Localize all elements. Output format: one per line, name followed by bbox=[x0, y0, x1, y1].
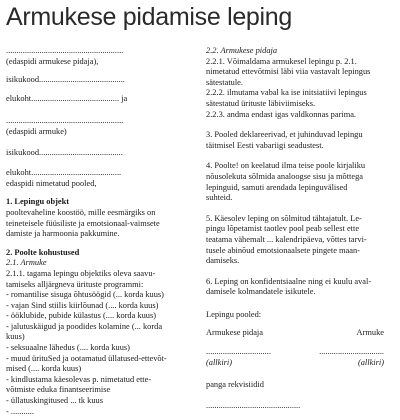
signature-captions bbox=[206, 358, 394, 369]
signer-left-label: Armukese pidaja bbox=[206, 328, 263, 338]
text-line: nõusolekuta sõlmida analoogse sisu ja mõttega bbox=[206, 171, 364, 181]
left-column bbox=[6, 46, 196, 417]
text-line: pingu lõpetamist taotlev pool peab sellest ette bbox=[206, 224, 360, 234]
name-field-2: ........................................................ bbox=[6, 116, 124, 126]
list-item: - muud ürituSed ja ootamatud üllatused-ettevõt- bbox=[6, 353, 167, 363]
list-item: - kindlustama käesolevas p. nimetatud ette- bbox=[6, 374, 152, 384]
section-6 bbox=[206, 277, 394, 298]
text-line: sätestatud ürituste läbiviimiseks. bbox=[206, 98, 316, 108]
signer-right-label: Armuke bbox=[356, 328, 384, 338]
text-line: tusele abinõud emotsionaalsete pingete maan- bbox=[206, 245, 360, 255]
right-column bbox=[206, 46, 394, 411]
list-item: - vajan Sind stiilis kiirlõunad (.... korda kuus) bbox=[6, 300, 159, 310]
list-item: - seksuaalne lähedus (.... korda kuus) bbox=[6, 343, 130, 353]
elukoht-field-2: elukoht........................................... bbox=[6, 168, 122, 178]
parties-label: Lepingu pooled: bbox=[206, 309, 262, 319]
text-line: 2.2.3. andma endast igas valdkonnas parima. bbox=[206, 109, 357, 119]
text-line: 2.2.1. Võimaldama armukesel lepingu p. 2.1. bbox=[206, 56, 357, 66]
role-caption-1: (edaspidi armukese pidaja), bbox=[6, 56, 99, 66]
section-2-1-body bbox=[6, 269, 196, 417]
text-line: damisele kolmandatele isikutele. bbox=[206, 287, 316, 297]
section-2-heading: 2. Poolte kohustused bbox=[6, 247, 80, 257]
text-line: 2.2.2. ilmutama vabal ka ise initsiatiivi lepingus bbox=[206, 88, 367, 98]
signature-labels bbox=[206, 328, 394, 339]
text-line: täitmisel Eesti vabariigi seadustest. bbox=[206, 140, 324, 150]
parties-note: edaspidi nimetatud pooled, bbox=[6, 178, 97, 188]
list-item: - romantilise sisuga õhtusöögid (... korda kuus) bbox=[6, 290, 164, 300]
text-line: lepinguid, samuti arendada lepinguvälised bbox=[206, 182, 348, 192]
list-item: - üllatuskingitused ... tk kuus bbox=[6, 396, 104, 406]
section-1-body bbox=[6, 208, 196, 240]
signature-line-right: ............................... bbox=[319, 347, 384, 357]
list-item: - jalutuskäigud ja poodides kolamine (... korda bbox=[6, 321, 163, 331]
isikukood-field-2: isikukood........................................ bbox=[6, 147, 123, 157]
section-2-1-subheading: 2.1. Armuke bbox=[6, 258, 47, 268]
text-line: 6. Leping on konfidentsiaalne ning ei kuulu aval- bbox=[206, 276, 372, 286]
text-line: damiste ja harmoonia pakkumine. bbox=[6, 229, 120, 239]
signature-caption-right: (allkiri) bbox=[357, 357, 384, 367]
signature-lines bbox=[206, 347, 394, 358]
list-item: mised (.... korda kuus) bbox=[6, 364, 82, 374]
list-item: - ööklubide, pubide külastus (.... korda kuus) bbox=[6, 311, 157, 321]
elukoht-field-1: elukoht.......................................... ja bbox=[6, 93, 128, 103]
text-line: pooltevaheline koostöö, mille eesmärgiks on bbox=[6, 207, 156, 217]
signature-line-left: ............................... bbox=[206, 347, 271, 357]
text-line: damiseks. bbox=[206, 256, 240, 266]
text-line: sätestatule. bbox=[206, 77, 243, 87]
text-line: teineteisele füüsiliste ja emotsionaal-vaimsete bbox=[6, 218, 160, 228]
document-title: Armukese pidamise leping bbox=[6, 3, 293, 31]
text-line: 3. Pooled deklareerivad, et juhinduvad lepingu bbox=[206, 130, 363, 140]
section-3 bbox=[206, 130, 394, 151]
text-line: 5. Käesolev leping on sõlmitud tähtajatult. Le- bbox=[206, 213, 362, 223]
section-4 bbox=[206, 161, 394, 203]
section-2-2-body bbox=[206, 57, 394, 121]
text-line: tamiseks alljärgneva ürituste programmi: bbox=[6, 279, 144, 289]
text-line: 4. Poolte! on keelatud ilma teise poole kirjaliku bbox=[206, 161, 366, 171]
text-line: 2.1.1. tagama lepingu objektiks oleva saavu- bbox=[6, 268, 156, 278]
isikukood-field-1: isikukood......................................... bbox=[6, 75, 125, 85]
section-5 bbox=[206, 214, 394, 267]
section-1-heading: 1. Lepingu objekt bbox=[6, 197, 70, 207]
text-line: suhteid. bbox=[206, 193, 233, 203]
name-field-1: ........................................................ bbox=[6, 46, 124, 55]
bank-details-field: ............................................. bbox=[206, 400, 301, 410]
section-2-2-subheading: 2.2. Armukese pidaja bbox=[206, 46, 278, 55]
list-item: - ........... bbox=[6, 406, 34, 416]
list-item: võtmiste eduka finantseerimise bbox=[6, 385, 111, 395]
bank-details-label: panga rekvisiidid bbox=[206, 380, 264, 390]
text-line: teatama vähemalt ... kalendripäeva, võttes tarvi- bbox=[206, 234, 367, 244]
text-line: nimetatud ettevõtmisi läbi viia vastavalt lepingus bbox=[206, 67, 371, 77]
list-item: kuus) bbox=[6, 332, 25, 342]
role-caption-2: (edaspidi armuke) bbox=[6, 126, 67, 136]
signature-caption-left: (allkiri) bbox=[206, 357, 233, 367]
